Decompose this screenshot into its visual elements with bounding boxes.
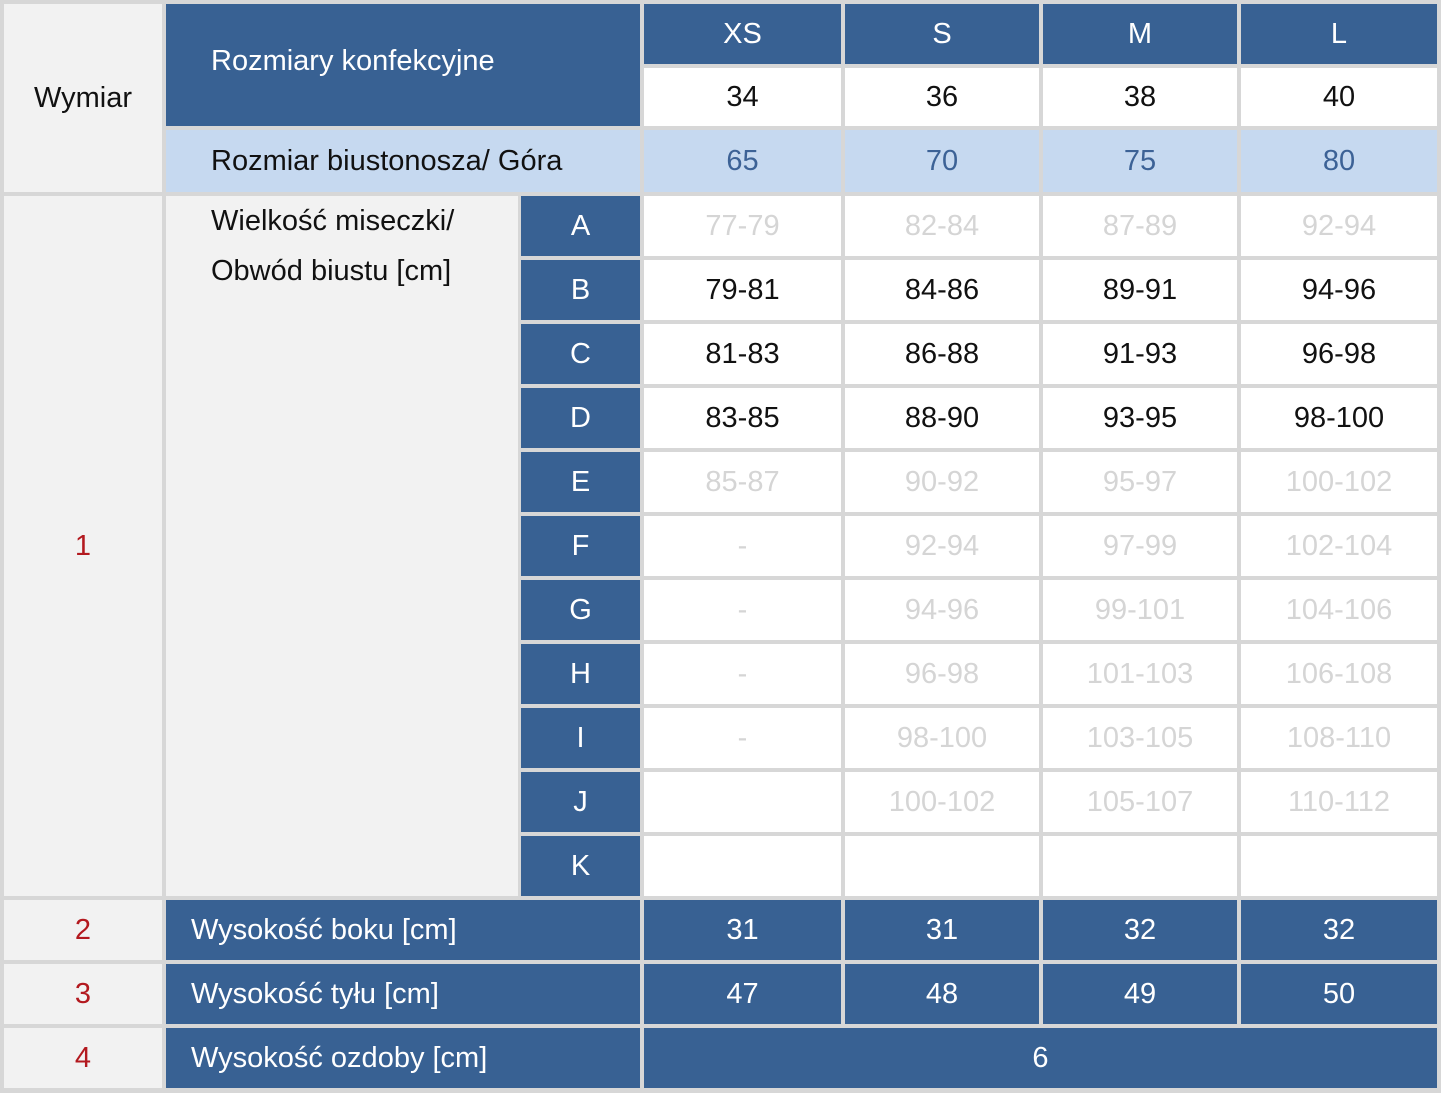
bust-value-f-3: 102-104 [1241,516,1437,576]
bust-value-k-0 [644,836,841,896]
bust-value-h-0: - [644,644,841,704]
measure-label-2: Wysokość boku [cm] [166,900,640,960]
bust-value-a-1: 82-84 [845,196,1039,256]
bust-value-k-1 [845,836,1039,896]
bust-value-g-3: 104-106 [1241,580,1437,640]
measure-value-4-merged: 6 [644,1028,1437,1088]
bra-size-3: 80 [1241,130,1437,192]
bust-value-i-1: 98-100 [845,708,1039,768]
bust-value-i-2: 103-105 [1043,708,1237,768]
size-letter-2: M [1043,4,1237,64]
measure-label-4: Wysokość ozdoby [cm] [166,1028,640,1088]
cup-letter-d: D [521,388,640,448]
measure-value-2-2: 32 [1043,900,1237,960]
bust-value-i-0: - [644,708,841,768]
bra-size-0: 65 [644,130,841,192]
cup-letter-c: C [521,324,640,384]
bust-value-i-3: 108-110 [1241,708,1437,768]
measure-value-2-0: 31 [644,900,841,960]
bust-value-k-2 [1043,836,1237,896]
measure-value-3-0: 47 [644,964,841,1024]
measure-label-3: Wysokość tyłu [cm] [166,964,640,1024]
bra-size-header: Rozmiar biustonosza/ Góra [166,130,640,192]
bust-value-b-2: 89-91 [1043,260,1237,320]
size-number-3: 40 [1241,68,1437,126]
bust-value-g-0: - [644,580,841,640]
row-index-1: 1 [4,196,162,896]
measure-value-3-1: 48 [845,964,1039,1024]
cup-letter-k: K [521,836,640,896]
bust-value-c-1: 86-88 [845,324,1039,384]
bust-value-g-2: 99-101 [1043,580,1237,640]
bust-value-d-3: 98-100 [1241,388,1437,448]
bust-value-b-3: 94-96 [1241,260,1437,320]
bust-value-b-0: 79-81 [644,260,841,320]
measure-value-3-2: 49 [1043,964,1237,1024]
bust-value-d-2: 93-95 [1043,388,1237,448]
bust-value-b-1: 84-86 [845,260,1039,320]
bust-value-j-0 [644,772,841,832]
size-number-0: 34 [644,68,841,126]
bust-value-a-0: 77-79 [644,196,841,256]
bra-size-2: 75 [1043,130,1237,192]
bust-value-d-1: 88-90 [845,388,1039,448]
measure-value-3-3: 50 [1241,964,1437,1024]
bust-value-e-2: 95-97 [1043,452,1237,512]
cup-letter-g: G [521,580,640,640]
size-number-1: 36 [845,68,1039,126]
bust-value-e-0: 85-87 [644,452,841,512]
bra-size-1: 70 [845,130,1039,192]
bust-value-j-3: 110-112 [1241,772,1437,832]
bust-value-f-0: - [644,516,841,576]
measure-value-2-1: 31 [845,900,1039,960]
cup-letter-f: F [521,516,640,576]
cup-letter-e: E [521,452,640,512]
cup-letter-b: B [521,260,640,320]
bust-value-k-3 [1241,836,1437,896]
row-index-3: 3 [4,964,162,1024]
bust-value-j-2: 105-107 [1043,772,1237,832]
bust-value-a-3: 92-94 [1241,196,1437,256]
row-index-2: 2 [4,900,162,960]
bust-value-h-2: 101-103 [1043,644,1237,704]
bust-value-f-2: 97-99 [1043,516,1237,576]
bust-value-c-3: 96-98 [1241,324,1437,384]
cup-size-label-line1: Wielkość miseczki/ [211,205,455,237]
bust-value-h-1: 96-98 [845,644,1039,704]
bust-value-e-1: 90-92 [845,452,1039,512]
bust-value-g-1: 94-96 [845,580,1039,640]
cup-size-label-line2: Obwód biustu [cm] [211,255,452,287]
row-index-4: 4 [4,1028,162,1088]
cup-letter-h: H [521,644,640,704]
cup-size-label [166,196,518,896]
bust-value-c-0: 81-83 [644,324,841,384]
size-letter-0: XS [644,4,841,64]
bust-value-h-3: 106-108 [1241,644,1437,704]
size-number-2: 38 [1043,68,1237,126]
dimension-header: Wymiar [4,4,162,192]
size-letter-3: L [1241,4,1437,64]
size-letter-1: S [845,4,1039,64]
bust-value-c-2: 91-93 [1043,324,1237,384]
bust-value-f-1: 92-94 [845,516,1039,576]
bust-value-j-1: 100-102 [845,772,1039,832]
bust-value-e-3: 100-102 [1241,452,1437,512]
clothing-sizes-header: Rozmiary konfekcyjne [166,4,640,126]
bust-value-d-0: 83-85 [644,388,841,448]
measure-value-2-3: 32 [1241,900,1437,960]
cup-letter-i: I [521,708,640,768]
cup-letter-a: A [521,196,640,256]
bust-value-a-2: 87-89 [1043,196,1237,256]
cup-letter-j: J [521,772,640,832]
